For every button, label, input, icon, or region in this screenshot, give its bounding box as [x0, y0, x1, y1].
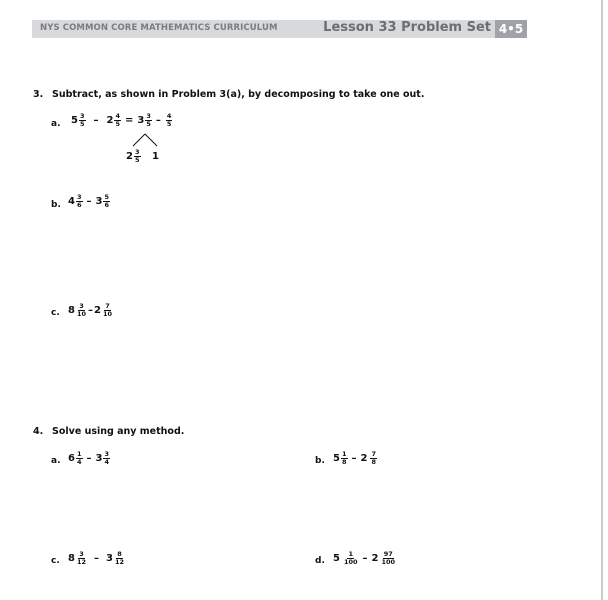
whole: 5 — [71, 115, 78, 126]
whole: 2 — [106, 115, 114, 126]
fraction: $\frac{3}{6}$ — [76, 193, 82, 209]
problem-3-number: 3. — [33, 89, 44, 100]
fraction: $\frac{8}{12}$ — [114, 550, 125, 566]
fraction: $\frac{7}{10}$ — [102, 302, 113, 318]
minus-sign: – — [93, 115, 99, 126]
problem-3c-expression: 8 $\frac{3}{10}$ – 2 $\frac{7}{10}$ — [68, 302, 113, 318]
decomposition-branch — [130, 133, 160, 147]
fraction: $\frac{3}{5}$ — [79, 112, 85, 128]
whole: 3 — [137, 115, 145, 126]
problem-4-number: 4. — [33, 426, 44, 437]
problem-3b-expression: 4 $\frac{3}{6}$ – 3 $\frac{5}{6}$ — [68, 193, 109, 209]
fraction: $\frac{97}{100}$ — [381, 550, 396, 566]
fraction: $\frac{3}{5}$ — [146, 112, 151, 128]
grade-module-badge: 4•5 — [495, 20, 527, 38]
fraction: $\frac{3}{4}$ — [104, 450, 109, 466]
decomposed-mixed-number: 2 $\frac{3}{5}$ — [126, 148, 140, 164]
problem-4c-label: c. — [51, 556, 60, 566]
lesson-title: Lesson 33 Problem Set — [323, 20, 491, 35]
problem-3a-expression — [71, 113, 172, 128]
curriculum-title: NYS COMMON CORE MATHEMATICS CURRICULUM — [40, 23, 278, 33]
minus-sign: – — [351, 453, 357, 464]
problem-4d-label: d. — [315, 556, 325, 566]
fraction: $\frac{3}{10}$ — [76, 302, 87, 318]
fraction: $\frac{5}{6}$ — [104, 193, 109, 209]
equals-sign: = — [125, 115, 134, 126]
header-bar — [32, 20, 527, 38]
fraction: $\frac{3}{5}$ — [134, 148, 140, 164]
problem-4-instruction: Solve using any method. — [52, 426, 185, 437]
problem-4b-label: b. — [315, 456, 325, 466]
fraction: $\frac{1}{8}$ — [341, 450, 347, 466]
problem-3b-label: b. — [51, 200, 61, 210]
decomposed-one: 1 — [152, 151, 159, 162]
minus-sign: – — [86, 196, 92, 207]
problem-4c-expression: 8 $\frac{3}{12}$ – 3 $\frac{8}{12}$ — [68, 550, 125, 566]
minus-sign: – — [88, 305, 94, 316]
fraction: $\frac{3}{12}$ — [76, 550, 87, 566]
problem-3-instruction: Subtract, as shown in Problem 3(a), by decomposing to take one out. — [52, 89, 425, 100]
fraction: $\frac{4}{5}$ — [115, 112, 120, 128]
minus-sign: – — [86, 453, 92, 464]
problem-3c-label: c. — [51, 308, 60, 318]
problem-4a-label: a. — [51, 456, 61, 466]
minus-sign: – — [155, 115, 161, 126]
fraction: $\frac{4}{5}$ — [166, 112, 172, 128]
fraction: $\frac{7}{8}$ — [371, 450, 376, 466]
minus-sign: – — [362, 553, 368, 564]
problem-3a-label: a. — [51, 119, 61, 129]
fraction: $\frac{1}{4}$ — [76, 450, 82, 466]
fraction: $\frac{1}{100}$ — [343, 550, 358, 566]
problem-4d-expression: 5 $\frac{1}{100}$ – 2 $\frac{97}{100}$ — [333, 550, 396, 566]
minus-sign: – — [94, 553, 100, 564]
problem-4b-expression: 5 $\frac{1}{8}$ – 2 $\frac{7}{8}$ — [333, 450, 376, 466]
problem-4a-expression: 6 $\frac{1}{4}$ – 3 $\frac{3}{4}$ — [68, 450, 109, 466]
